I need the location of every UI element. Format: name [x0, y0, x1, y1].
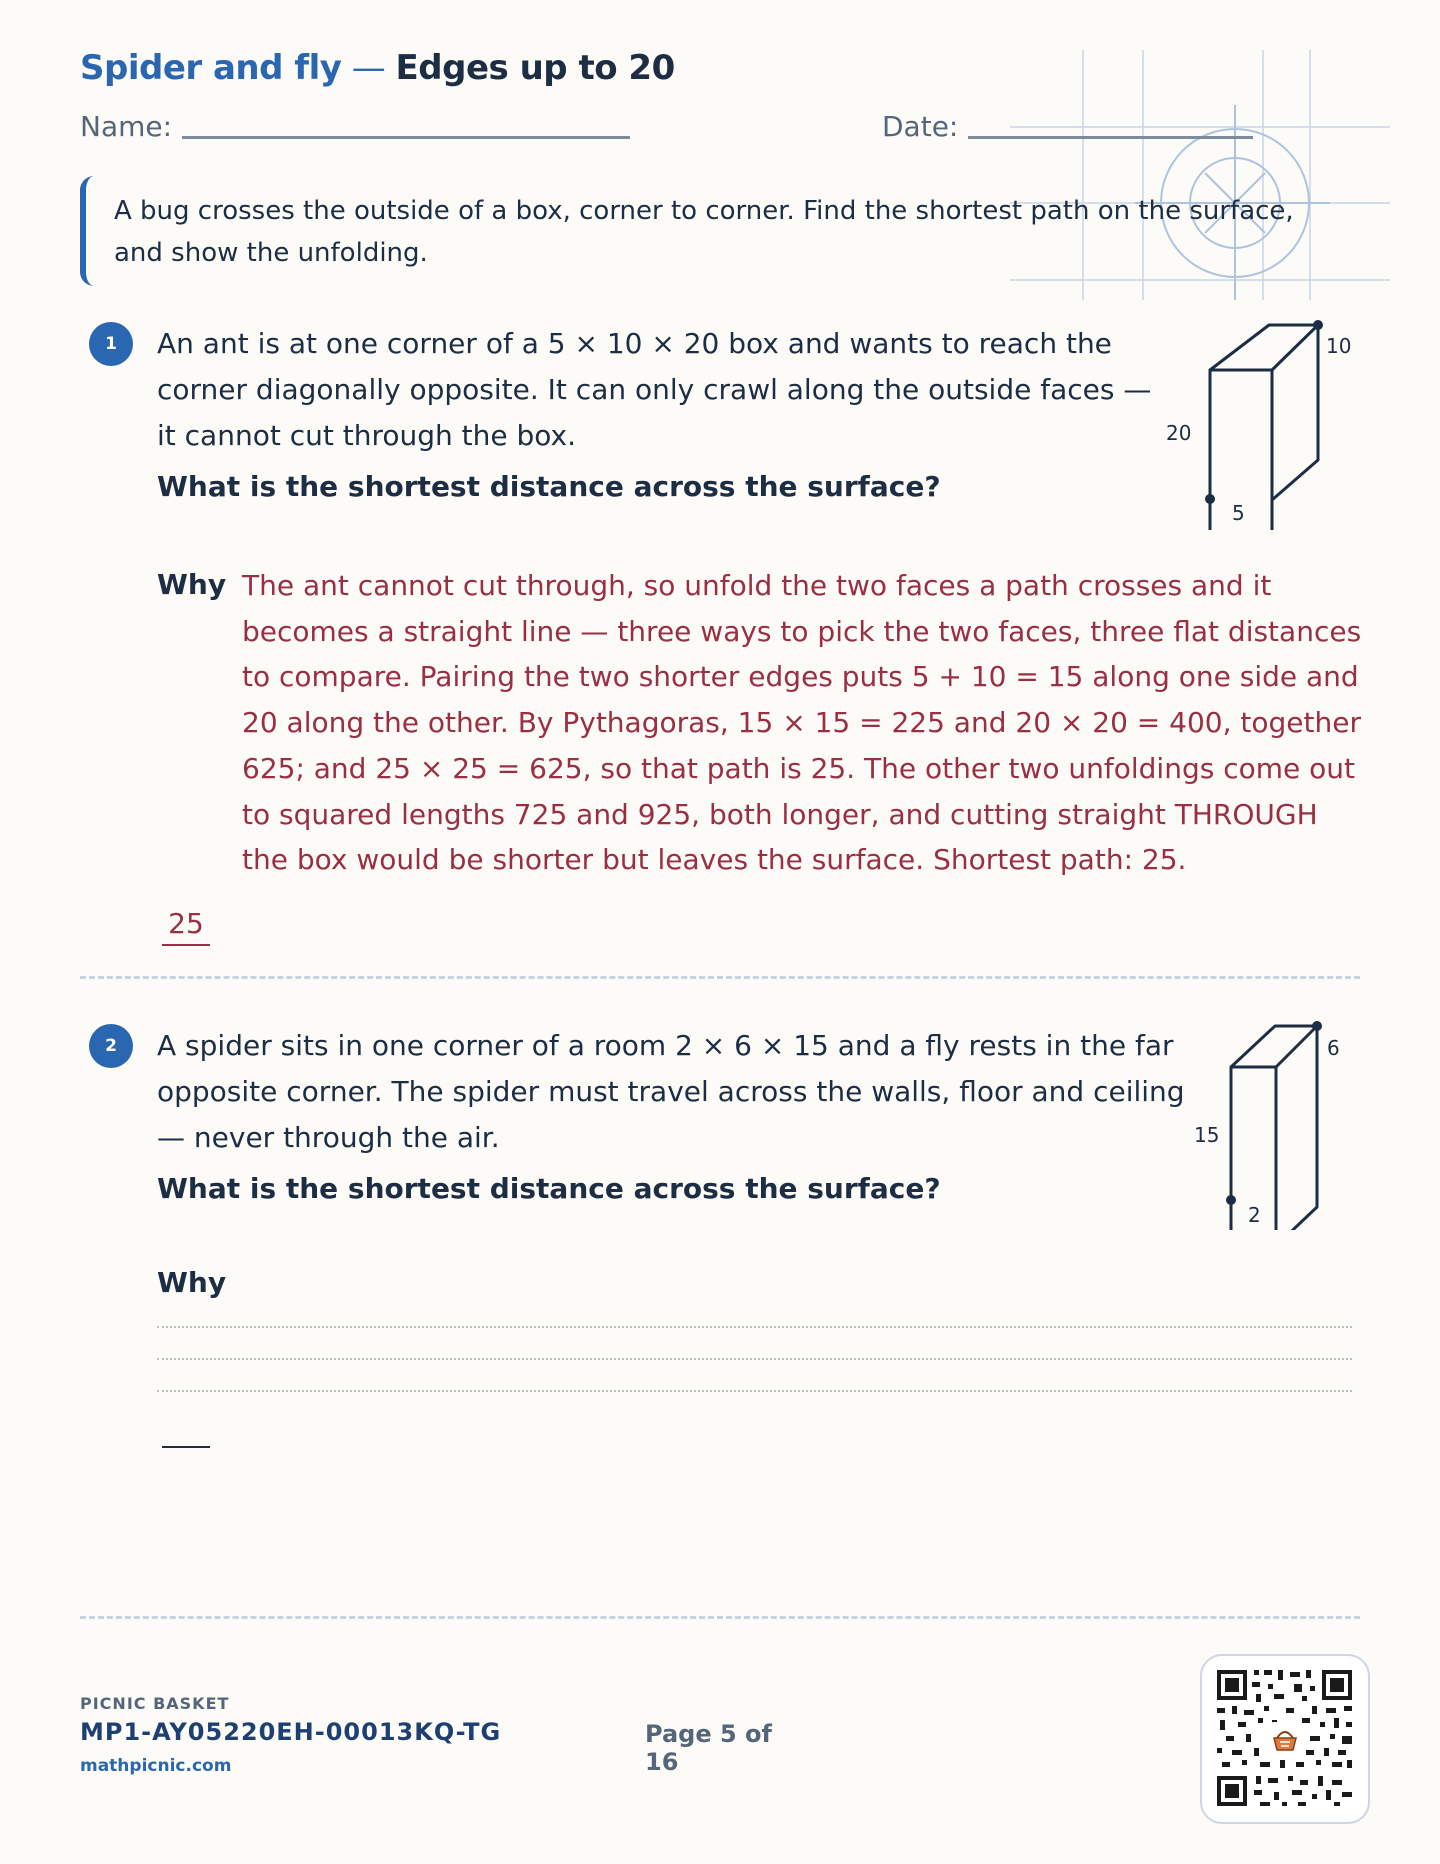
box-height-label: 15 [1194, 1123, 1220, 1147]
page-title [80, 48, 675, 88]
box-depth-label: 10 [1326, 334, 1352, 358]
qr-code-icon [1202, 1656, 1368, 1822]
title-separator: — [341, 48, 396, 88]
worksheet-code: MP1-AY05220EH-00013KQ-TG [80, 1718, 502, 1746]
instructions-text: A bug crosses the outside of a box, corner to corner. Find the shortest path on the surface, and show the unfolding. [114, 196, 1294, 268]
why-label: Why [157, 568, 227, 601]
answer-field[interactable] [162, 1446, 210, 1448]
question-prompt: What is the shortest distance across the surface? [157, 1172, 941, 1205]
why-label: Why [157, 1266, 227, 1299]
date-label: Date: [882, 110, 959, 143]
question-text: A spider sits in one corner of a room 2 × 6 × 15 and a fly rests in the far opposite corner. The spider must travel across the walls, floor and ceiling — never through the air. [157, 1029, 1185, 1154]
answer-field[interactable]: 25 [162, 904, 210, 946]
question-number-badge: 1 [89, 322, 133, 366]
brand-name: PICNIC BASKET [80, 1694, 230, 1713]
box-height-label: 20 [1166, 421, 1192, 445]
name-field[interactable] [182, 136, 630, 139]
title-sub: Edges up to 20 [395, 48, 675, 88]
box-width-label: 2 [1248, 1203, 1261, 1227]
question-prompt: What is the shortest distance across the surface? [157, 470, 941, 503]
section-divider [80, 976, 1360, 979]
why-explanation: The ant cannot cut through, so unfold the two faces a path crosses and it becomes a straight line — three ways to pick the two faces, three flat distances to compare. Pairing the two shorter edges puts 5 + 10 = 15 along one side and 20 along the other. By Pythagoras, 15 × 15 = 225 and 20 × 20 = 400, together 625; and 25 × 25 = 625, so that path is 25. The other two unfoldings come out to squared lengths 725 and 925, both longer, and cutting straight THROUGH the box would be shorter but leaves the surface. Shortest path: 25. [242, 569, 1362, 877]
box-width-label: 5 [1232, 501, 1245, 525]
box-depth-label: 6 [1327, 1036, 1340, 1060]
why-writing-line[interactable] [157, 1358, 1352, 1360]
instructions-callout [80, 176, 1336, 286]
box-diagram-icon [1160, 310, 1380, 530]
why-writing-line[interactable] [157, 1390, 1352, 1392]
title-main: Spider and fly [80, 48, 342, 88]
site-link[interactable]: mathpicnic.com [80, 1756, 232, 1776]
page-number: Page 5 of 16 [645, 1720, 772, 1776]
qr-code[interactable] [1200, 1654, 1370, 1824]
why-writing-line[interactable] [157, 1326, 1352, 1328]
box-diagram-icon [1180, 1010, 1380, 1230]
name-label: Name: [80, 110, 173, 143]
question-number-badge: 2 [89, 1024, 133, 1068]
footer-divider [80, 1616, 1360, 1619]
question-text: An ant is at one corner of a 5 × 10 × 20 box and wants to reach the corner diagonally opposite. It can only crawl along the outside faces — it cannot cut through the box. [157, 327, 1152, 452]
date-field[interactable] [968, 136, 1253, 139]
